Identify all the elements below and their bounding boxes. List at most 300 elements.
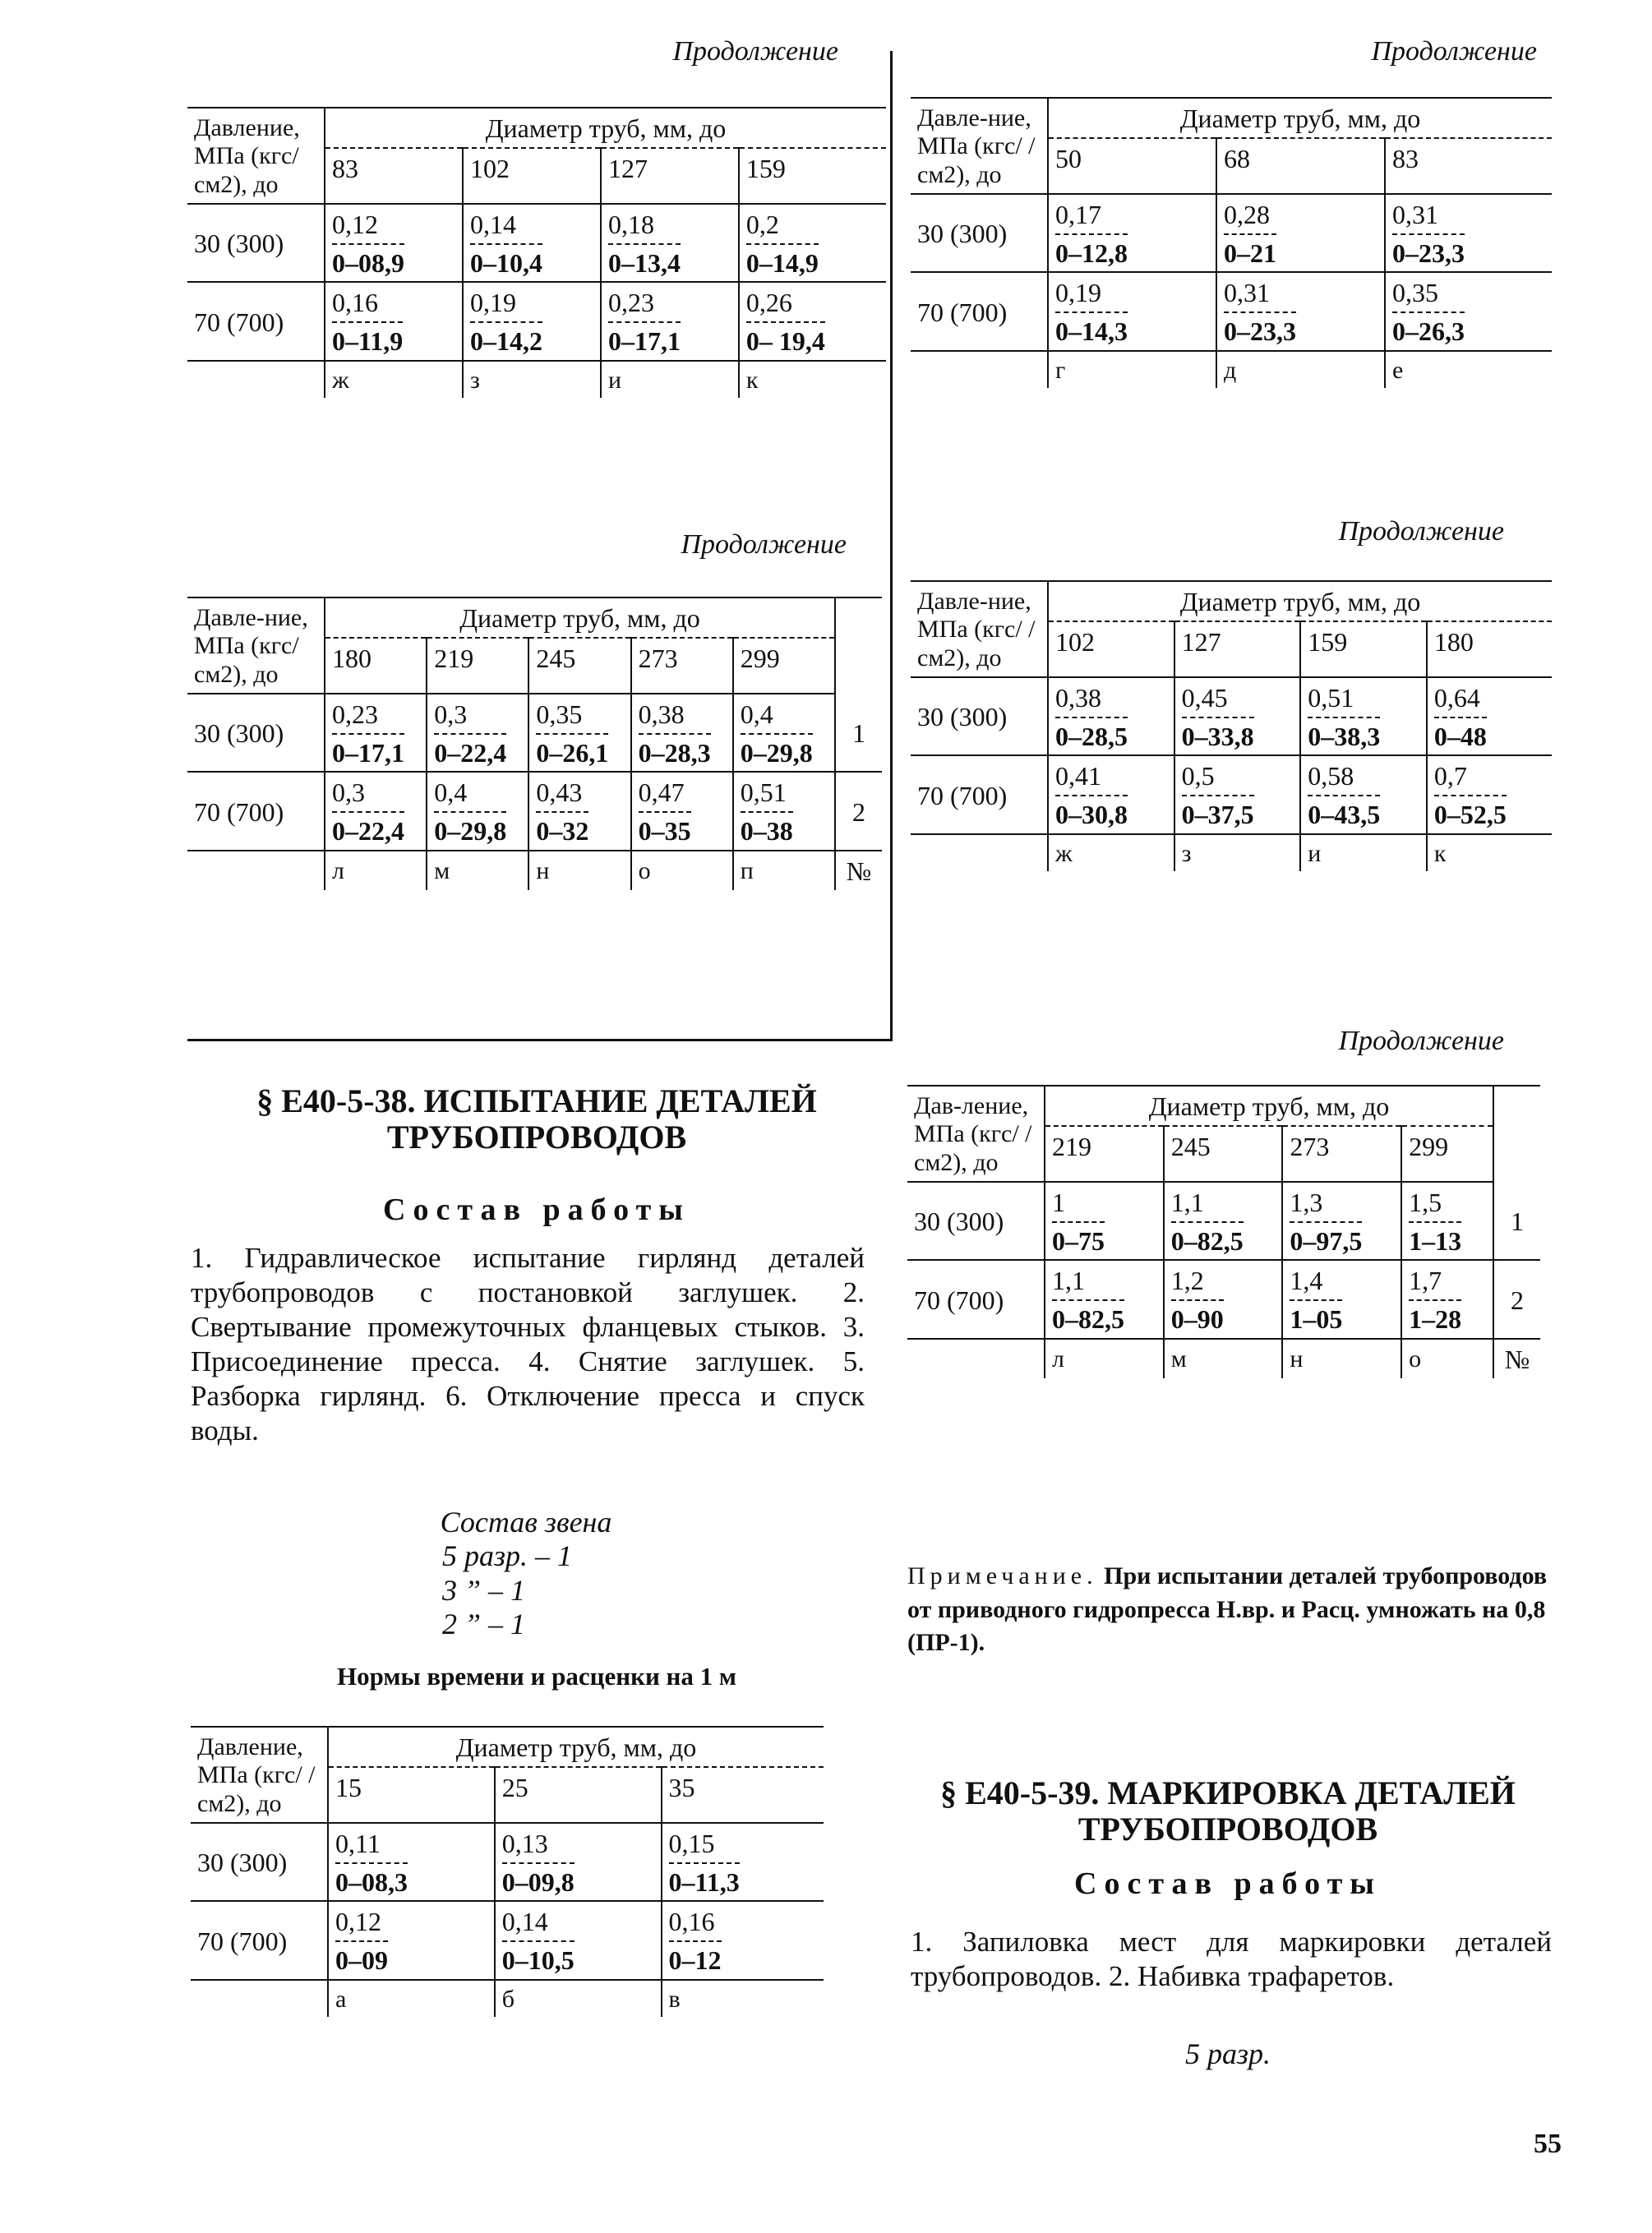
diameter-column-header: 273	[631, 638, 733, 694]
header-row	[187, 108, 886, 148]
time-norm: 1,3	[1290, 1188, 1362, 1223]
norms-heading: Нормы времени и расценки на 1 м	[336, 1662, 737, 1691]
norm-fraction	[1171, 1188, 1244, 1257]
norm-fraction	[669, 1829, 740, 1898]
norm-cell	[739, 282, 886, 361]
rate-value: 0–32	[536, 816, 589, 847]
letter-row	[187, 851, 882, 890]
diameter-column-header: 15	[328, 1767, 495, 1823]
norm-cell	[463, 282, 601, 361]
time-norm: 0,23	[332, 699, 404, 735]
norm-cell	[1048, 755, 1174, 834]
time-norm: 0,4	[741, 699, 813, 735]
norm-cell	[1282, 1182, 1401, 1261]
time-norm: 0,4	[434, 777, 506, 813]
time-norm: 0,28	[1224, 200, 1276, 235]
norm-cell	[1401, 1182, 1493, 1261]
column-letter: б	[495, 1980, 662, 2018]
column-letter: л	[1045, 1339, 1164, 1378]
norm-cell	[1164, 1260, 1283, 1339]
column-letter: о	[1401, 1339, 1493, 1378]
norms-table-l-o	[907, 1085, 1540, 1378]
pressure-header: Давление, МПа (кгс/см2), до	[187, 108, 325, 204]
rate-value: 0–12,8	[1055, 238, 1128, 268]
norms-table-zh-k-2	[911, 580, 1552, 871]
norm-cell	[325, 694, 427, 773]
rate-value: 0–26,3	[1391, 316, 1465, 347]
norm-fraction	[741, 777, 793, 847]
time-norm: 0,2	[746, 210, 819, 245]
norm-fraction	[434, 777, 506, 847]
norm-cell	[528, 772, 630, 851]
time-norm: 0,58	[1308, 761, 1380, 796]
work-composition-heading: Состав работы	[383, 1193, 690, 1227]
header-row	[911, 581, 1552, 621]
rate-value: 0–13,4	[607, 247, 681, 278]
row-number: 2	[835, 772, 882, 851]
note-label: Примечание.	[907, 1562, 1098, 1589]
rate-value: 1–05	[1290, 1304, 1343, 1335]
rate-value: 0–14,2	[469, 326, 542, 357]
diameter-column-header: 35	[662, 1767, 824, 1823]
letter-row-spacer	[907, 1339, 1045, 1378]
rate-value: 0–08,3	[335, 1866, 408, 1897]
column-letter: п	[733, 851, 835, 890]
time-norm: 0,47	[639, 777, 691, 813]
rate-value: 0–22,4	[434, 737, 507, 768]
section-39-title-line1: § Е40-5-39. МАРКИРОВКА ДЕТАЛЕЙ	[940, 1774, 1516, 1811]
norm-fraction	[1392, 200, 1465, 269]
number-label: №	[1493, 1339, 1540, 1378]
norm-cell	[1048, 194, 1216, 273]
diameter-column-header: 245	[528, 638, 630, 694]
norm-fraction	[1224, 200, 1276, 269]
norm-fraction	[669, 1907, 722, 1976]
time-norm: 0,5	[1182, 761, 1254, 796]
pressure-header: Давление, МПа (кгс/ /см2), до	[191, 1727, 328, 1823]
header-row	[191, 1727, 824, 1767]
norm-cell	[1427, 677, 1552, 756]
time-norm: 0,41	[1055, 761, 1128, 796]
norm-fraction	[639, 699, 711, 768]
norm-cell	[662, 1823, 824, 1902]
time-norm: 1,7	[1409, 1266, 1461, 1301]
rate-value: 0–09	[335, 1945, 388, 1976]
norm-fraction	[502, 1907, 575, 1976]
rate-value: 0–23,3	[1223, 316, 1296, 347]
norm-fraction	[332, 210, 404, 279]
column-letter: з	[1174, 834, 1301, 872]
rate-value: 0–28,5	[1055, 721, 1128, 751]
rate-value: 0–37,5	[1181, 800, 1254, 830]
time-norm: 1,4	[1290, 1266, 1342, 1301]
norm-fraction	[332, 699, 404, 768]
rate-value: 0–48	[1433, 721, 1487, 751]
norm-fraction	[536, 777, 588, 847]
rate-value: 0–30,8	[1055, 800, 1128, 830]
letter-row-spacer	[911, 834, 1048, 872]
continuation-label: Продолжение	[681, 529, 847, 560]
time-norm: 0,16	[669, 1907, 722, 1942]
letter-row	[911, 351, 1552, 389]
table-row	[907, 1260, 1540, 1339]
rate-value: 0–10,5	[501, 1945, 575, 1976]
number-column-header	[1493, 1086, 1540, 1182]
norm-fraction	[639, 777, 691, 847]
norm-fraction	[1409, 1266, 1461, 1335]
note-text: При испытании деталей трубопроводов от приводного гидропресса Н.вр. и Расц. умножать на 0,8 (ПР-1).	[907, 1562, 1548, 1656]
work-composition-text-39: 1. Запиловка мест для маркировки деталей трубопроводов. 2. Набивка трафаретов.	[911, 1926, 1552, 1992]
table-row	[911, 194, 1552, 273]
header-row	[187, 597, 882, 638]
rate-value: 0–26,1	[536, 737, 609, 768]
norm-cell	[1045, 1260, 1164, 1339]
pressure-cell: 70 (700)	[187, 772, 325, 851]
rate-value: 0–11,9	[332, 326, 404, 357]
diameter-header: Диаметр труб, мм, до	[1045, 1086, 1493, 1126]
norm-cell	[1300, 755, 1427, 834]
letter-row-spacer	[911, 351, 1048, 389]
norm-cell	[1282, 1260, 1401, 1339]
norm-fraction	[741, 699, 813, 768]
rate-value: 0–97,5	[1290, 1225, 1363, 1256]
column-letter: д	[1216, 351, 1385, 389]
pressure-cell: 30 (300)	[911, 677, 1048, 756]
diameter-column-header: 219	[1045, 1126, 1164, 1182]
section-39-title-line2: ТРУБОПРОВОДОВ	[1077, 1811, 1378, 1848]
norm-fraction	[1055, 683, 1128, 752]
norm-cell	[1216, 194, 1385, 273]
time-norm: 0,14	[502, 1907, 575, 1942]
norm-cell	[739, 204, 886, 283]
norm-fraction	[1055, 761, 1128, 830]
table-row	[187, 694, 882, 773]
rate-value: 0–43,5	[1308, 800, 1381, 830]
diameter-column-header: 180	[325, 638, 427, 694]
norms-table-l-p	[187, 597, 882, 890]
row-number: 1	[835, 694, 882, 773]
norm-fraction	[1052, 1266, 1124, 1335]
time-norm: 0,43	[536, 777, 588, 813]
norm-cell	[328, 1823, 495, 1902]
norm-cell	[631, 694, 733, 773]
time-norm: 0,3	[434, 699, 506, 735]
time-norm: 0,26	[746, 288, 825, 323]
rate-value: 0– 19,4	[745, 326, 825, 357]
norm-cell	[1300, 677, 1427, 756]
rate-value: 0–17,1	[607, 326, 681, 357]
norm-cell	[1401, 1260, 1493, 1339]
letter-row-spacer	[191, 1980, 328, 2018]
diameter-column-header: 83	[325, 148, 463, 204]
norm-fraction	[1308, 683, 1380, 752]
column-letter: и	[1300, 834, 1427, 872]
norm-cell	[601, 204, 739, 283]
time-norm: 1,2	[1171, 1266, 1224, 1301]
letter-row	[191, 1980, 824, 2018]
crew-line: 5 разр. – 1	[442, 1539, 573, 1573]
norm-cell	[427, 772, 528, 851]
diameter-column-header: 50	[1048, 138, 1216, 194]
pressure-cell: 30 (300)	[187, 204, 325, 283]
pressure-cell: 70 (700)	[911, 755, 1048, 834]
rate-value: 1–28	[1409, 1304, 1462, 1335]
table-row	[187, 282, 886, 361]
header-row	[911, 98, 1552, 138]
norm-cell	[733, 772, 835, 851]
rate-value: 0–12	[668, 1945, 722, 1976]
diameter-column-header: 159	[1300, 621, 1427, 677]
norm-fraction	[470, 210, 542, 279]
pressure-cell: 70 (700)	[907, 1260, 1045, 1339]
norm-fraction	[608, 210, 681, 279]
norm-fraction	[1290, 1266, 1342, 1335]
pressure-cell: 70 (700)	[911, 272, 1048, 351]
diameter-column-header: 219	[427, 638, 528, 694]
section-39-title	[907, 1775, 1548, 1848]
table-row	[187, 204, 886, 283]
column-letter: з	[463, 361, 601, 399]
norms-table-a-v	[191, 1726, 824, 2017]
norm-cell	[631, 772, 733, 851]
time-norm: 1,1	[1052, 1266, 1124, 1301]
norm-fraction	[1055, 200, 1128, 269]
norm-fraction	[434, 699, 506, 768]
norm-cell	[1048, 272, 1216, 351]
diameter-column-header: 83	[1385, 138, 1552, 194]
rate-value: 0–08,9	[332, 247, 404, 278]
norm-fraction	[746, 288, 825, 357]
note	[907, 1560, 1548, 1660]
time-norm: 0,19	[470, 288, 542, 323]
letter-row	[907, 1339, 1540, 1378]
pressure-header: Давле-ние, МПа (кгс/ /см2), до	[911, 98, 1048, 194]
norm-fraction	[332, 288, 403, 357]
pressure-cell: 30 (300)	[911, 194, 1048, 273]
norm-fraction	[1308, 761, 1380, 830]
letter-row-spacer	[187, 361, 325, 399]
norm-cell	[427, 694, 528, 773]
rate-value: 0–21	[1223, 238, 1276, 268]
diameter-column-header: 127	[601, 148, 739, 204]
diameter-column-header: 102	[463, 148, 601, 204]
time-norm: 0,35	[1392, 278, 1465, 313]
diameter-column-header: 299	[733, 638, 835, 694]
grade-label: 5 разр.	[1184, 2037, 1271, 2070]
work-composition-text: 1. Гидравлическое испытание гирлянд деталей трубопроводов с постановкой заглушек. 2. Свертывание промежуточных фланцевых стыков. 3. Присоединение пресса. 4. Снятие заглушек. 5. Разборка гирлянд. 6. Отключение пресса и спуск воды.	[191, 1242, 865, 1446]
row-number: 1	[1493, 1182, 1540, 1261]
time-norm: 0,19	[1055, 278, 1128, 313]
diameter-column-header: 127	[1174, 621, 1301, 677]
crew-heading: Состав звена	[440, 1506, 612, 1539]
norm-fraction	[502, 1829, 575, 1898]
norm-cell	[662, 1901, 824, 1980]
norm-cell	[1164, 1182, 1283, 1261]
time-norm: 0,38	[639, 699, 711, 735]
table-row	[907, 1182, 1540, 1261]
norm-fraction	[1171, 1266, 1224, 1335]
norm-fraction	[1055, 278, 1128, 347]
diameter-column-header: 180	[1427, 621, 1552, 677]
table-row	[911, 755, 1552, 834]
column-letter: в	[662, 1980, 824, 2018]
norm-cell	[1216, 272, 1385, 351]
norm-fraction	[1290, 1188, 1362, 1257]
norms-table-zh-k	[187, 107, 886, 398]
continuation-label: Продолжение	[1371, 36, 1537, 67]
column-letter: ж	[1048, 834, 1174, 872]
diameter-column-header: 299	[1401, 1126, 1493, 1182]
norm-cell	[325, 204, 463, 283]
column-letter: м	[1164, 1339, 1283, 1378]
norm-fraction	[1182, 683, 1254, 752]
rate-value: 0–22,4	[332, 816, 404, 847]
norm-cell	[325, 282, 463, 361]
column-letter: н	[528, 851, 630, 890]
time-norm: 0,64	[1434, 683, 1487, 718]
pressure-cell: 70 (700)	[187, 282, 325, 361]
time-norm: 0,12	[335, 1907, 388, 1942]
time-norm: 1,5	[1409, 1188, 1461, 1223]
time-norm: 0,45	[1182, 683, 1254, 718]
norm-cell	[328, 1901, 495, 1980]
norm-fraction	[332, 777, 404, 847]
pressure-header: Давле-ние, МПа (кгс/ см2), до	[187, 597, 325, 694]
table-row	[191, 1823, 824, 1902]
rate-value: 1–13	[1409, 1225, 1462, 1256]
norm-cell	[1427, 755, 1552, 834]
column-letter: е	[1385, 351, 1552, 389]
time-norm: 0,16	[332, 288, 403, 323]
norm-cell	[1048, 677, 1174, 756]
diameter-column-header: 245	[1164, 1126, 1283, 1182]
pressure-header: Дав-ление, МПа (кгс/ /см2), до	[907, 1086, 1045, 1182]
norm-fraction	[746, 210, 819, 279]
pressure-cell: 70 (700)	[191, 1901, 328, 1980]
pressure-header: Давле-ние, МПа (кгс/ /см2), до	[911, 581, 1048, 677]
diameter-column-header: 102	[1048, 621, 1174, 677]
norm-cell	[325, 772, 427, 851]
section-38-title	[187, 1083, 886, 1156]
norm-cell	[1174, 677, 1301, 756]
time-norm: 1,1	[1171, 1188, 1244, 1223]
pressure-cell: 30 (300)	[187, 694, 325, 773]
time-norm: 1	[1052, 1188, 1105, 1223]
column-letter: м	[427, 851, 528, 890]
rate-value: 0–33,8	[1181, 721, 1254, 751]
norm-cell	[1385, 272, 1552, 351]
diameter-header: Диаметр труб, мм, до	[328, 1727, 824, 1767]
norm-fraction	[335, 1907, 388, 1976]
table-row	[191, 1901, 824, 1980]
diameter-column-header: 273	[1282, 1126, 1401, 1182]
time-norm: 0,11	[335, 1829, 408, 1864]
letter-row	[187, 361, 886, 399]
column-letter: к	[739, 361, 886, 399]
time-norm: 0,3	[332, 777, 404, 813]
rate-value: 0–14,3	[1055, 316, 1128, 347]
number-column-header	[835, 597, 882, 694]
diameter-header: Диаметр труб, мм, до	[325, 108, 886, 148]
time-norm: 0,35	[536, 699, 608, 735]
time-norm: 0,15	[669, 1829, 740, 1864]
norm-fraction	[1052, 1188, 1105, 1257]
time-norm: 0,14	[470, 210, 542, 245]
norm-cell	[1385, 194, 1552, 273]
norm-fraction	[608, 288, 681, 357]
work-composition-heading-39: Состав работы	[1074, 1866, 1382, 1901]
time-norm: 0,18	[608, 210, 681, 245]
rate-value: 0–10,4	[469, 247, 542, 278]
norm-cell	[495, 1901, 662, 1980]
column-letter: л	[325, 851, 427, 890]
time-norm: 0,13	[502, 1829, 575, 1864]
time-norm: 0,17	[1055, 200, 1128, 235]
header-row	[907, 1086, 1540, 1126]
diameter-column-header: 68	[1216, 138, 1385, 194]
pressure-cell: 30 (300)	[907, 1182, 1045, 1261]
letter-row	[911, 834, 1552, 872]
rate-value: 0–90	[1170, 1304, 1224, 1335]
column-letter: и	[601, 361, 739, 399]
norm-cell	[1174, 755, 1301, 834]
diameter-header: Диаметр труб, мм, до	[325, 597, 835, 638]
rate-value: 0–17,1	[332, 737, 404, 768]
norm-cell	[463, 204, 601, 283]
norm-fraction	[1182, 761, 1254, 830]
diameter-column-header: 25	[495, 1767, 662, 1823]
time-norm: 0,51	[1308, 683, 1380, 718]
time-norm: 0,31	[1392, 200, 1465, 235]
rate-value: 0–52,5	[1433, 800, 1507, 830]
rate-value: 0–23,3	[1391, 238, 1465, 268]
time-norm: 0,38	[1055, 683, 1128, 718]
norms-table-g-e	[911, 97, 1552, 388]
norm-fraction	[1434, 761, 1507, 830]
column-letter: к	[1427, 834, 1552, 872]
time-norm: 0,31	[1224, 278, 1296, 313]
crew-line: 2 ” – 1	[442, 1608, 526, 1641]
continuation-label: Продолжение	[1338, 1026, 1504, 1056]
norm-fraction	[1409, 1188, 1461, 1257]
rate-value: 0–09,8	[501, 1866, 575, 1897]
table-row	[187, 772, 882, 851]
rate-value: 0–38	[740, 816, 793, 847]
column-letter: ж	[325, 361, 463, 399]
rate-value: 0–35	[638, 816, 691, 847]
column-letter: а	[328, 1980, 495, 2018]
rate-value: 0–28,3	[638, 737, 711, 768]
crew-line: 3 ” – 1	[442, 1573, 526, 1607]
continuation-label: Продолжение	[672, 36, 838, 67]
rate-value: 0–29,8	[434, 816, 507, 847]
norm-fraction	[1224, 278, 1296, 347]
norm-fraction	[470, 288, 542, 357]
rate-value: 0–75	[1052, 1225, 1105, 1256]
time-norm: 0,7	[1434, 761, 1507, 796]
number-label: №	[835, 851, 882, 890]
table-closing-rule	[187, 1039, 893, 1041]
norm-fraction	[335, 1829, 408, 1898]
norm-fraction	[1392, 278, 1465, 347]
diameter-column-header: 159	[739, 148, 886, 204]
continuation-label: Продолжение	[1338, 516, 1504, 547]
norm-cell	[1045, 1182, 1164, 1261]
norm-fraction	[1434, 683, 1487, 752]
table-row	[911, 272, 1552, 351]
time-norm: 0,51	[741, 777, 793, 813]
rate-value: 0–14,9	[745, 247, 819, 278]
